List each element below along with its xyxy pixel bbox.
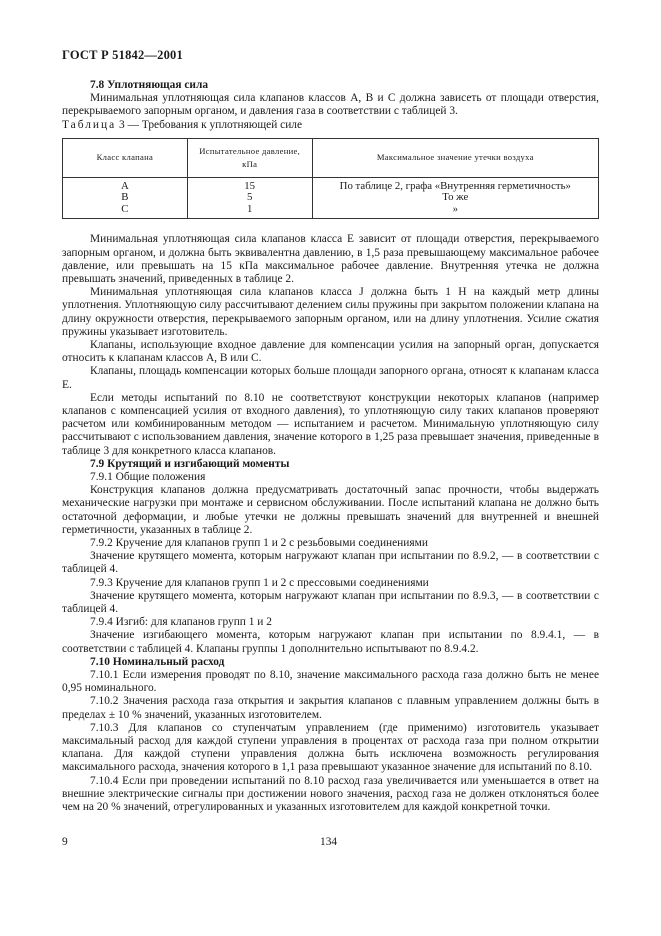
document-body	[62, 79, 599, 814]
table-row	[63, 204, 599, 219]
table-header-leakage: Максимальное значение утечки воздуха	[312, 138, 598, 177]
table-cell: По таблице 2, графа «Внутренняя герметичность»	[312, 177, 598, 192]
section-7-8-para-6: Если методы испытаний по 8.10 не соответствуют конструкции некоторых клапанов (например клапанов с компенсацией усилия от входного давления), то уплотняющую силу таких клапанов проверяют расчетом или комбинированным методом — испытанием и расчетом. Минимальную уплотняющую силу рассчитывают с использованием давления, значение которого в 1,25 раза превышает значения, приведенные в таблице 3 для конкретного класса клапанов.	[62, 391, 599, 457]
section-7-8-para-2: Минимальная уплотняющая сила клапанов класса Е зависит от площади отверстия, перекрываемого запорным органом, и должна быть эквивалентна давлению, в 1,5 раза превышающему максимальное рабочее давление, или превышать на 15 кПа максимальное рабочее давление. Внутренняя утечка не должна превышать значений, приведенных в таблице 2.	[62, 233, 599, 285]
section-7-9-4-title: 7.9.4 Изгиб: для клапанов групп 1 и 2	[90, 616, 272, 629]
table-cell: 15	[187, 177, 312, 192]
section-7-9-1-title: 7.9.1 Общие положения	[90, 470, 206, 483]
page-number-left: 9	[62, 836, 68, 848]
table-row	[63, 177, 599, 192]
table-cell: А	[63, 177, 188, 192]
table-caption-prefix: Таблица	[62, 118, 117, 131]
section-7-8-para-5: Клапаны, площадь компенсации которых больше площади запорного органа, относят к клапанам класса Е.	[62, 365, 599, 391]
section-7-10-3-para: 7.10.3 Для клапанов со ступенчатым управлением (где применимо) изготовитель указывает максимальный расход для каждой ступени управления в процентах от расхода газа при полном открытии клапана. Для каждой ступени управления должна быть исключена возможность регулирования максимального расхода, значения которого в 1,1 раза превышают указанное значение для испытаний по 8.10.	[62, 721, 599, 774]
section-7-9-3-para: Значение крутящего момента, которым нагружают клапан при испытании по 8.9.3, — в соответствии с таблицей 4.	[62, 589, 599, 615]
section-7-9-1-para: Конструкция клапанов должна предусматривать достаточный запас прочности, чтобы выдержать механические нагрузки при монтаже и сервисном обслуживании. После испытаний клапана не должно быть остаточной деформации, и любые утечки не должны превышать значений для внутренней и внешней герметичности, указанных в таблице 2.	[62, 484, 599, 536]
section-7-9-4-para: Значение изгибающего момента, которым нагружают клапан при испытании по 8.9.4.1, — в соответствии с таблицей 4. Клапаны группы 1 дополнительно испытывают по 8.9.4.2.	[62, 629, 599, 655]
table-header-pressure: Испытательное давление, кПа	[187, 138, 312, 177]
section-7-10-1-para: 7.10.1 Если измерения проводят по 8.10, значение максимального расхода газа должно быть не менее 0,95 номинального.	[62, 669, 599, 695]
table-cell: 5	[187, 192, 312, 204]
section-7-9-3-title: 7.9.3 Кручение для клапанов групп 1 и 2 с прессовыми соединениями	[90, 576, 429, 589]
section-7-10-4-para: 7.10.4 Если при проведении испытаний по 8.10 расход газа увеличивается или уменьшается в ответ на внешние электрические сигналы при достижении нового значения, расход газа не должен отклоняться более чем на 20 % значений, отрегулированных и указанных изготовителем для каждой конкретной точки.	[62, 774, 599, 814]
table-header-class: Класс клапана	[63, 138, 188, 177]
table-cell: То же	[312, 192, 598, 204]
table-caption-text: 3 — Требования к уплотняющей силе	[119, 118, 303, 131]
section-7-9-2-title: 7.9.2 Кручение для клапанов групп 1 и 2 с резьбовыми соединениями	[90, 536, 428, 549]
table-cell: 1	[187, 204, 312, 219]
table-row	[63, 192, 599, 204]
table-3-caption	[62, 119, 599, 132]
standard-code: ГОСТ Р 51842—2001	[62, 48, 183, 62]
table-cell: С	[63, 204, 188, 219]
table-3	[62, 138, 599, 220]
section-7-8-para-3: Минимальная уплотняющая сила клапанов класса J должна быть 1 Н на каждый метр длины уплотнения. Уплотняющую силу рассчитывают делением силы пружины при закрытом положении клапана на длину окружности отверстия, перекрываемого запорным органом, или на длину уплотнения. Усилие сжатия пружины указывает изготовитель.	[62, 286, 599, 338]
section-7-9-2-para: Значение крутящего момента, которым нагружают клапан при испытании по 8.9.2, — в соответствии с таблицей 4.	[62, 550, 599, 576]
section-7-8-para-1: Минимальная уплотняющая сила клапанов классов А, В и С должна зависеть от площади отверстия, перекрываемого запорным органом, и давления газа в соответствии с таблицей 3.	[62, 92, 599, 118]
page-number-center: 134	[320, 836, 338, 848]
section-7-10-title: 7.10 Номинальный расход	[90, 655, 225, 668]
section-7-8-para-4: Клапаны, использующие входное давление для компенсации усилия на запорный орган, допускается относить к клапанам классов А, В или С.	[62, 338, 599, 365]
section-7-10-2-para: 7.10.2 Значения расхода газа открытия и закрытия клапанов с плавным управлением должны быть в пределах ± 10 % значений, указанных изготовителем.	[62, 695, 599, 721]
table-cell: В	[63, 192, 188, 204]
section-7-9-title: 7.9 Крутящий и изгибающий моменты	[90, 457, 290, 470]
section-7-8-title: 7.8 Уплотняющая сила	[90, 79, 209, 91]
table-cell: »	[312, 204, 598, 219]
